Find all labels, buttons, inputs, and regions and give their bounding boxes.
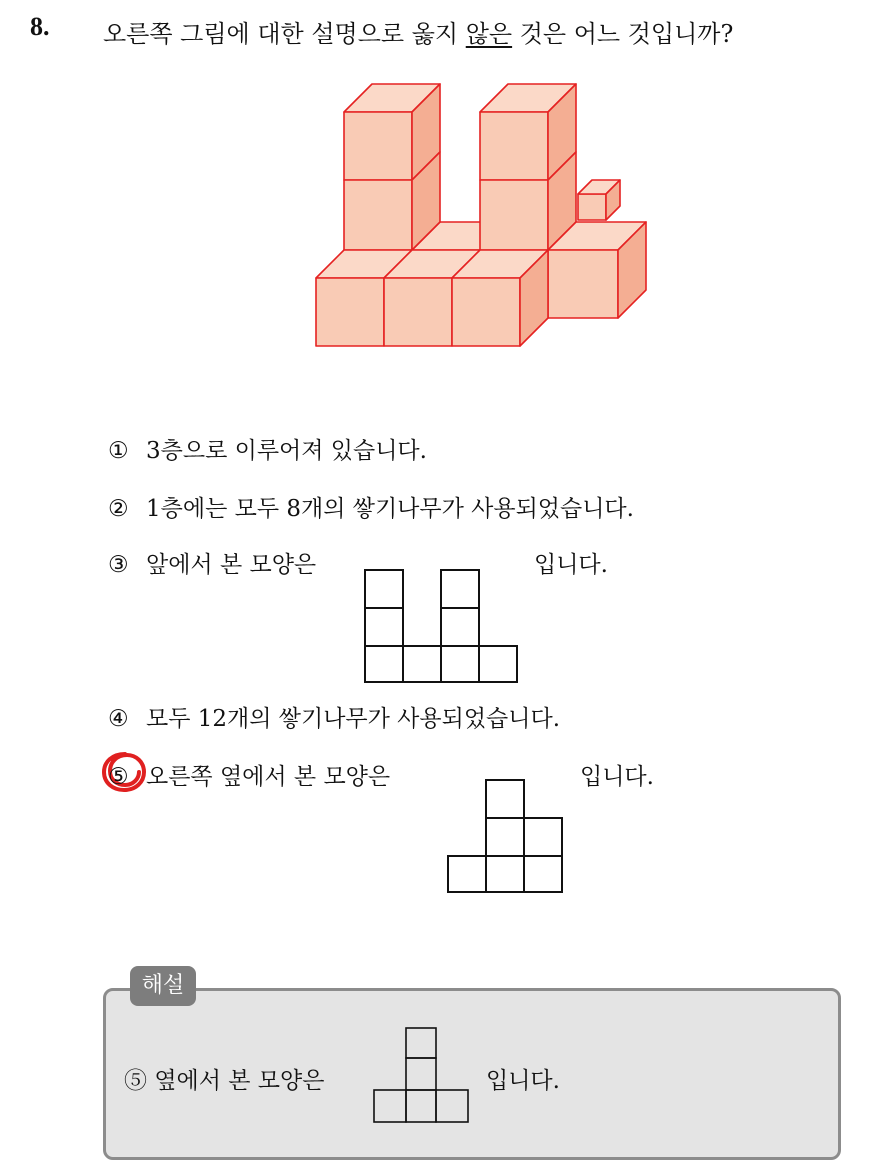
option-1-text: 3층으로 이루어져 있습니다. [146,438,427,464]
explanation-mark: ⑤ [124,1068,147,1094]
option-3-mark: ③ [108,552,129,578]
option-5-mark: ⑤ [108,764,129,790]
option-1-mark: ① [108,438,129,464]
explanation-text [124,1062,324,1095]
option-1[interactable] [108,432,427,465]
stacked-cubes-3d-figure [300,76,650,351]
option-3-suffix: 입니다. [534,552,608,578]
option-3[interactable] [108,546,316,579]
question-text-before: 오른쪽 그림에 대한 설명으로 옳지 [103,20,466,48]
question-number: 8. [30,12,50,41]
question-text [103,14,733,49]
question-text-underlined: 않은 [465,20,513,48]
explanation-body: 옆에서 본 모양은 [154,1068,325,1094]
option-2-mark: ② [108,496,129,522]
explanation-suffix: 입니다. [486,1068,560,1094]
option-5[interactable] [108,758,390,791]
question-text-after: 것은 어느 것입니까? [512,20,734,48]
option-4-mark: ④ [108,706,129,732]
explanation-tag: 해설 [130,966,196,1006]
option-2-text: 1층에는 모두 8개의 쌓기나무가 사용되었습니다. [146,496,634,522]
side-view-grid-icon [446,778,564,896]
option-5-suffix: 입니다. [580,764,654,790]
front-view-grid-icon [363,568,519,684]
explanation-side-view-grid-icon [372,1026,470,1124]
option-3-text: 앞에서 본 모양은 [146,552,317,578]
option-5-text: 오른쪽 옆에서 본 모양은 [146,764,391,790]
option-4[interactable] [108,700,560,733]
option-2[interactable] [108,490,634,523]
option-4-text: 모두 12개의 쌓기나무가 사용되었습니다. [146,706,560,732]
